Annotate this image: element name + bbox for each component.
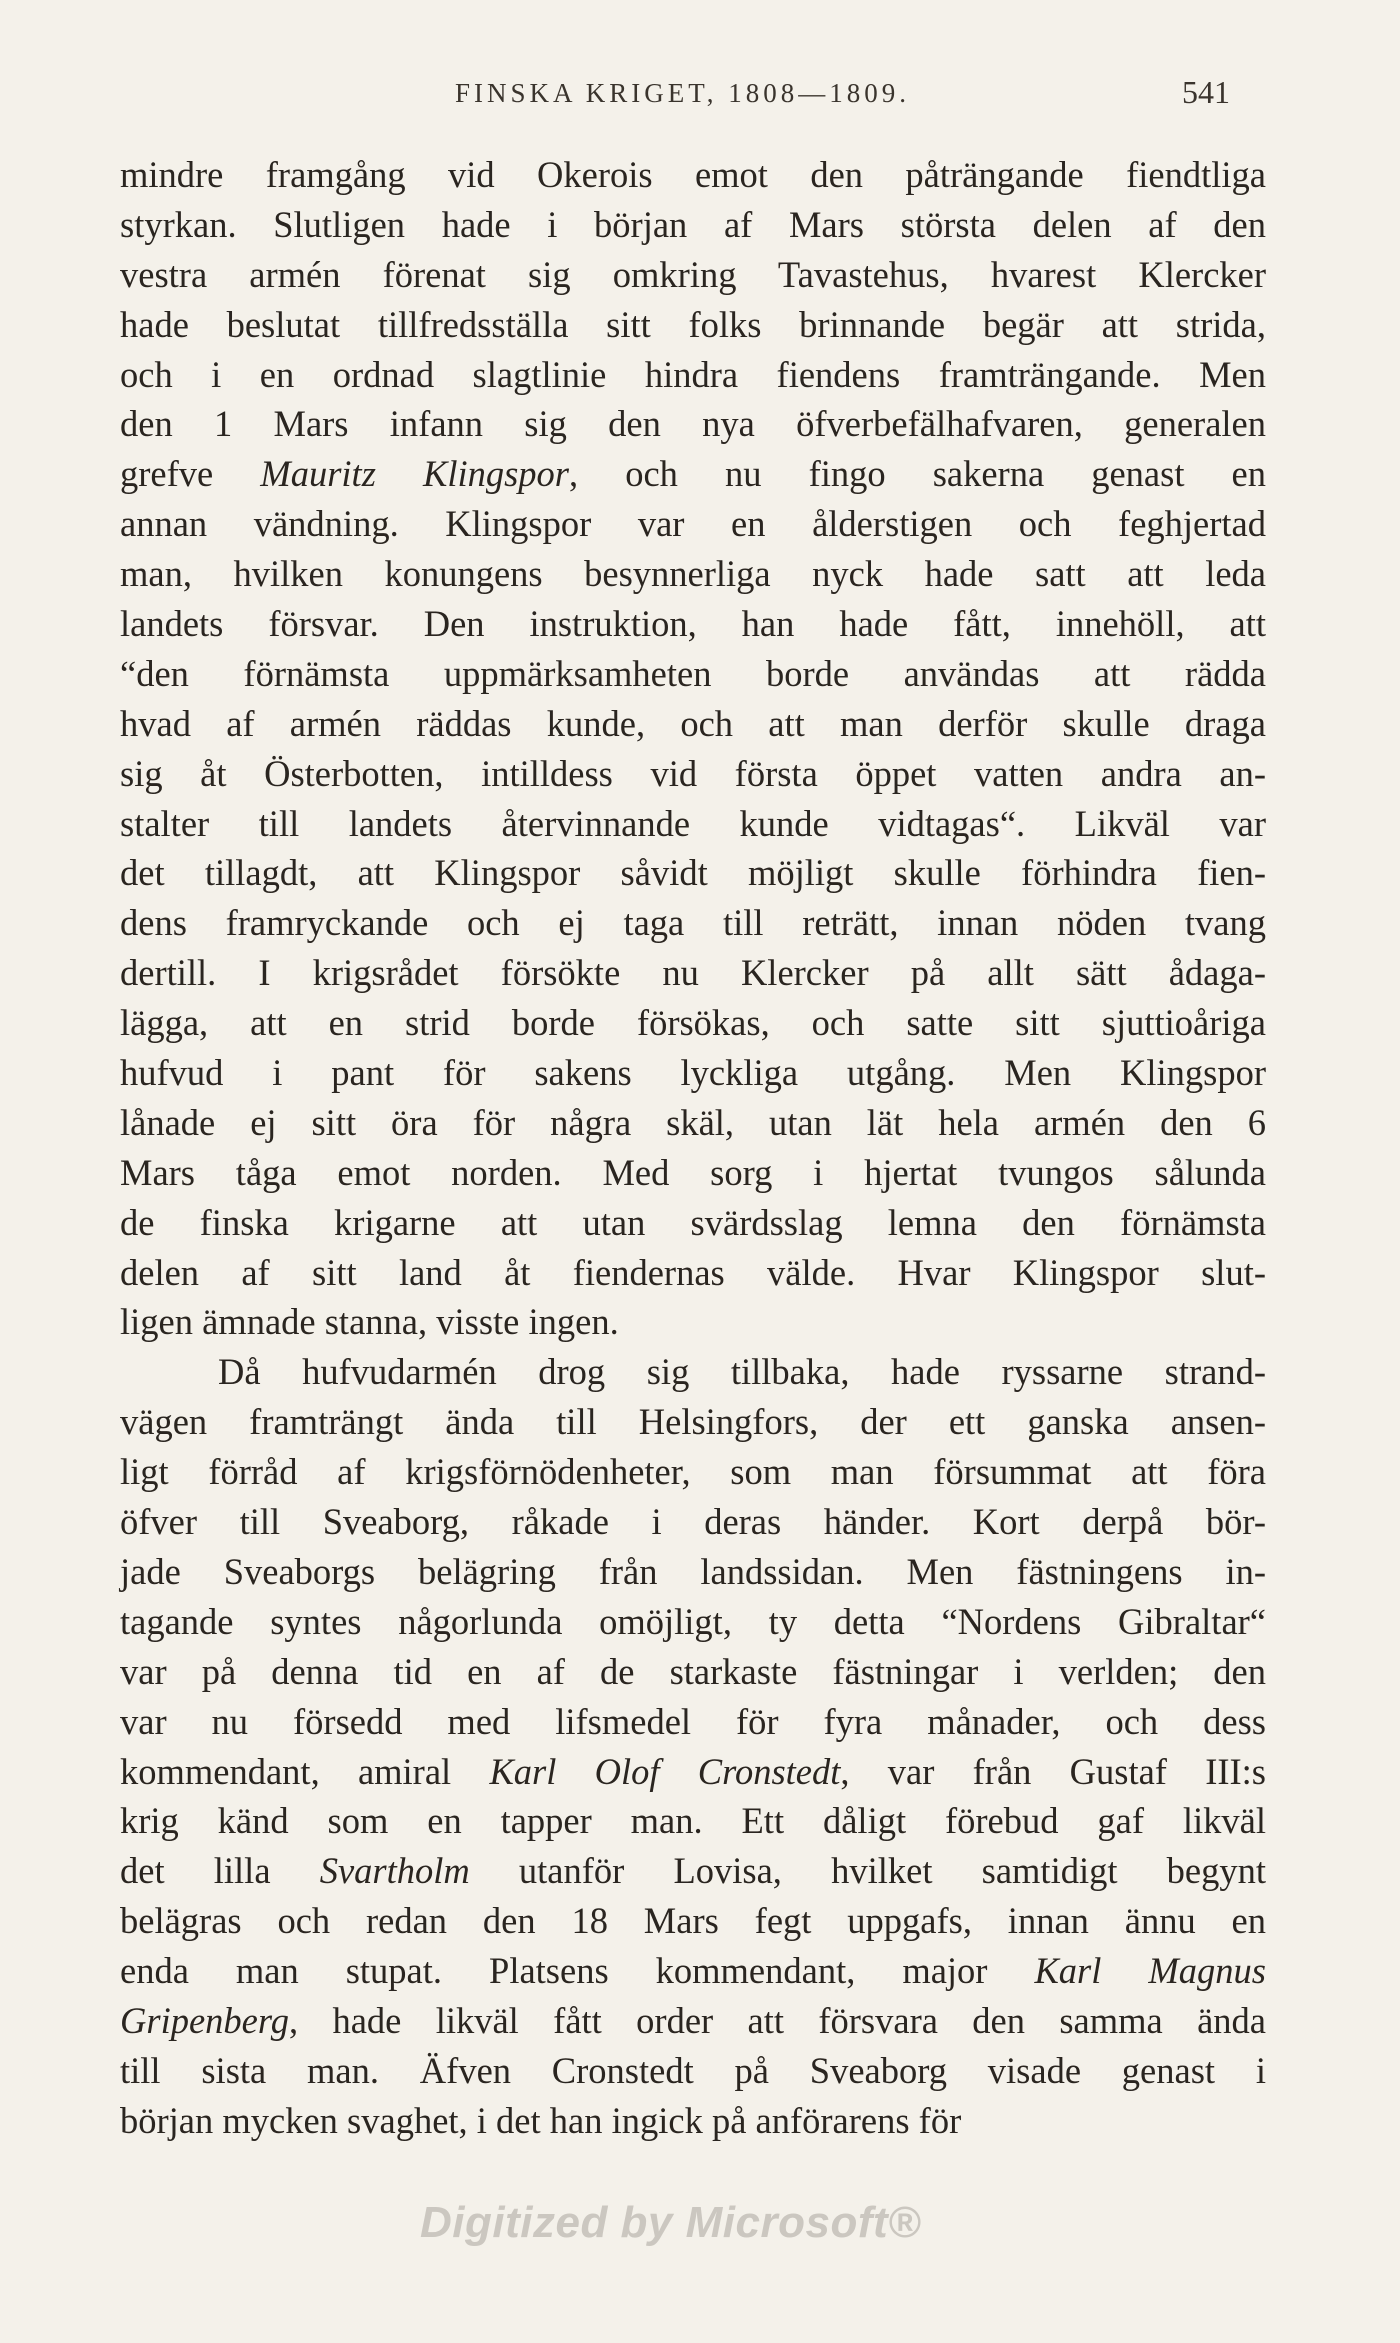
text-line: vägen framträngt ända till Helsingfors, der ett ganska ansen- xyxy=(120,1401,1266,1443)
text-line: vestra armén förenat sig omkring Tavastehus, hvarest Klercker xyxy=(120,253,1266,295)
text-line: tagande syntes någorlunda omöjligt, ty detta “Nordens Gibraltar“ xyxy=(120,1600,1266,1642)
text-line: lånade ej sitt öra för några skäl, utan lät hela armén den 6 xyxy=(120,1101,1266,1143)
page-number: 541 xyxy=(1182,74,1230,110)
text-line: öfver till Sveaborg, råkade i deras händer. Kort derpå bör- xyxy=(120,1501,1266,1543)
text-line: den 1 Mars infann sig den nya öfverbefälhafvaren, generalen xyxy=(120,403,1266,445)
text-line: det lilla Svartholm utanför Lovisa, hvilket samtidigt begynt xyxy=(120,1850,1266,1892)
page-header xyxy=(120,74,1230,118)
text-line: belägras och redan den 18 Mars fegt uppgafs, innan ännu en xyxy=(120,1900,1266,1942)
running-title: FINSKA KRIGET, 1808—1809. xyxy=(455,78,911,108)
text-line: annan vändning. Klingspor var en ålderstigen och feghjertad xyxy=(120,503,1266,545)
text-line: styrkan. Slutligen hade i början af Mars största delen af den xyxy=(120,203,1266,245)
text-line: kommendant, amiral Karl Olof Cronstedt, var från Gustaf III:s xyxy=(120,1750,1267,1792)
text-line: grefve Mauritz Klingspor, och nu fingo sakerna genast en xyxy=(120,453,1267,495)
text-line: var nu försedd med lifsmedel för fyra månader, och dess xyxy=(120,1700,1266,1742)
text-line: jade Sveaborgs belägring från landssidan. Men fästningens in- xyxy=(120,1550,1266,1592)
italic-name: Karl Olof Cronstedt xyxy=(489,1750,841,1792)
body-text xyxy=(120,150,1266,2146)
text-line: Gripenberg, hade likväl fått order att försvara den samma ända xyxy=(120,1999,1266,2041)
italic-name: Karl Magnus xyxy=(1034,1950,1266,1992)
text-line: ligen ämnade stanna, visste ingen. xyxy=(120,1301,619,1343)
text-line: dertill. I krigsrådet försökte nu Klercker på allt sätt ådaga- xyxy=(120,952,1266,994)
text-line: mindre framgång vid Okerois emot den påträngande fiendtliga xyxy=(120,154,1266,195)
italic-name: Svartholm xyxy=(319,1850,470,1892)
text-line: det tillagdt, att Klingspor såvidt möjligt skulle förhindra fien- xyxy=(120,852,1266,894)
digitized-watermark: Digitized by Microsoft® xyxy=(420,2198,922,2247)
text-line: ligt förråd af krigsförnödenheter, som man försummat att föra xyxy=(120,1451,1266,1493)
text-line: och i en ordnad slagtlinie hindra fiendens framträngande. Men xyxy=(120,353,1266,395)
italic-name: Mauritz Klingspor xyxy=(260,453,570,495)
text-line: början mycken svaghet, i det han ingick på anförarens för xyxy=(120,2099,962,2141)
text-line: man, hvilken konungens besynnerliga nyck hade satt att leda xyxy=(120,553,1266,595)
text-line: hade beslutat tillfredsställa sitt folks brinnande begär att strida, xyxy=(120,303,1266,345)
text-line: till sista man. Äfven Cronstedt på Sveaborg visade genast i xyxy=(120,2049,1266,2091)
text-line: lägga, att en strid borde försökas, och satte sitt sjuttioåriga xyxy=(120,1002,1266,1044)
text-line: dens framryckande och ej taga till reträtt, innan nöden tvang xyxy=(120,902,1266,944)
text-line: enda man stupat. Platsens kommendant, major Karl Magnus xyxy=(120,1950,1266,1992)
text-line: hufvud i pant för sakens lyckliga utgång. Men Klingspor xyxy=(120,1052,1266,1094)
text-line: Då hufvudarmén drog sig tillbaka, hade ryssarne strand- xyxy=(218,1351,1266,1393)
text-line: krig känd som en tapper man. Ett dåligt förebud gaf likväl xyxy=(120,1800,1266,1842)
text-line: hvad af armén räddas kunde, och att man derför skulle draga xyxy=(120,702,1266,744)
italic-name: Gripenberg xyxy=(120,1999,289,2041)
text-line: Mars tåga emot norden. Med sorg i hjertat tvungos sålunda xyxy=(120,1151,1266,1193)
text-line: delen af sitt land åt fiendernas välde. Hvar Klingspor slut- xyxy=(120,1251,1266,1293)
text-line: sig åt Österbotten, intilldess vid första öppet vatten andra an- xyxy=(120,752,1266,794)
text-line: de finska krigarne att utan svärdsslag lemna den förnämsta xyxy=(120,1201,1266,1243)
text-line: var på denna tid en af de starkaste fästningar i verlden; den xyxy=(120,1650,1266,1692)
text-line: landets försvar. Den instruktion, han hade fått, innehöll, att xyxy=(120,603,1266,645)
text-line: stalter till landets återvinnande kunde vidtagas“. Likväl var xyxy=(120,802,1266,844)
text-line: “den förnämsta uppmärksamheten borde användas att rädda xyxy=(120,652,1266,694)
